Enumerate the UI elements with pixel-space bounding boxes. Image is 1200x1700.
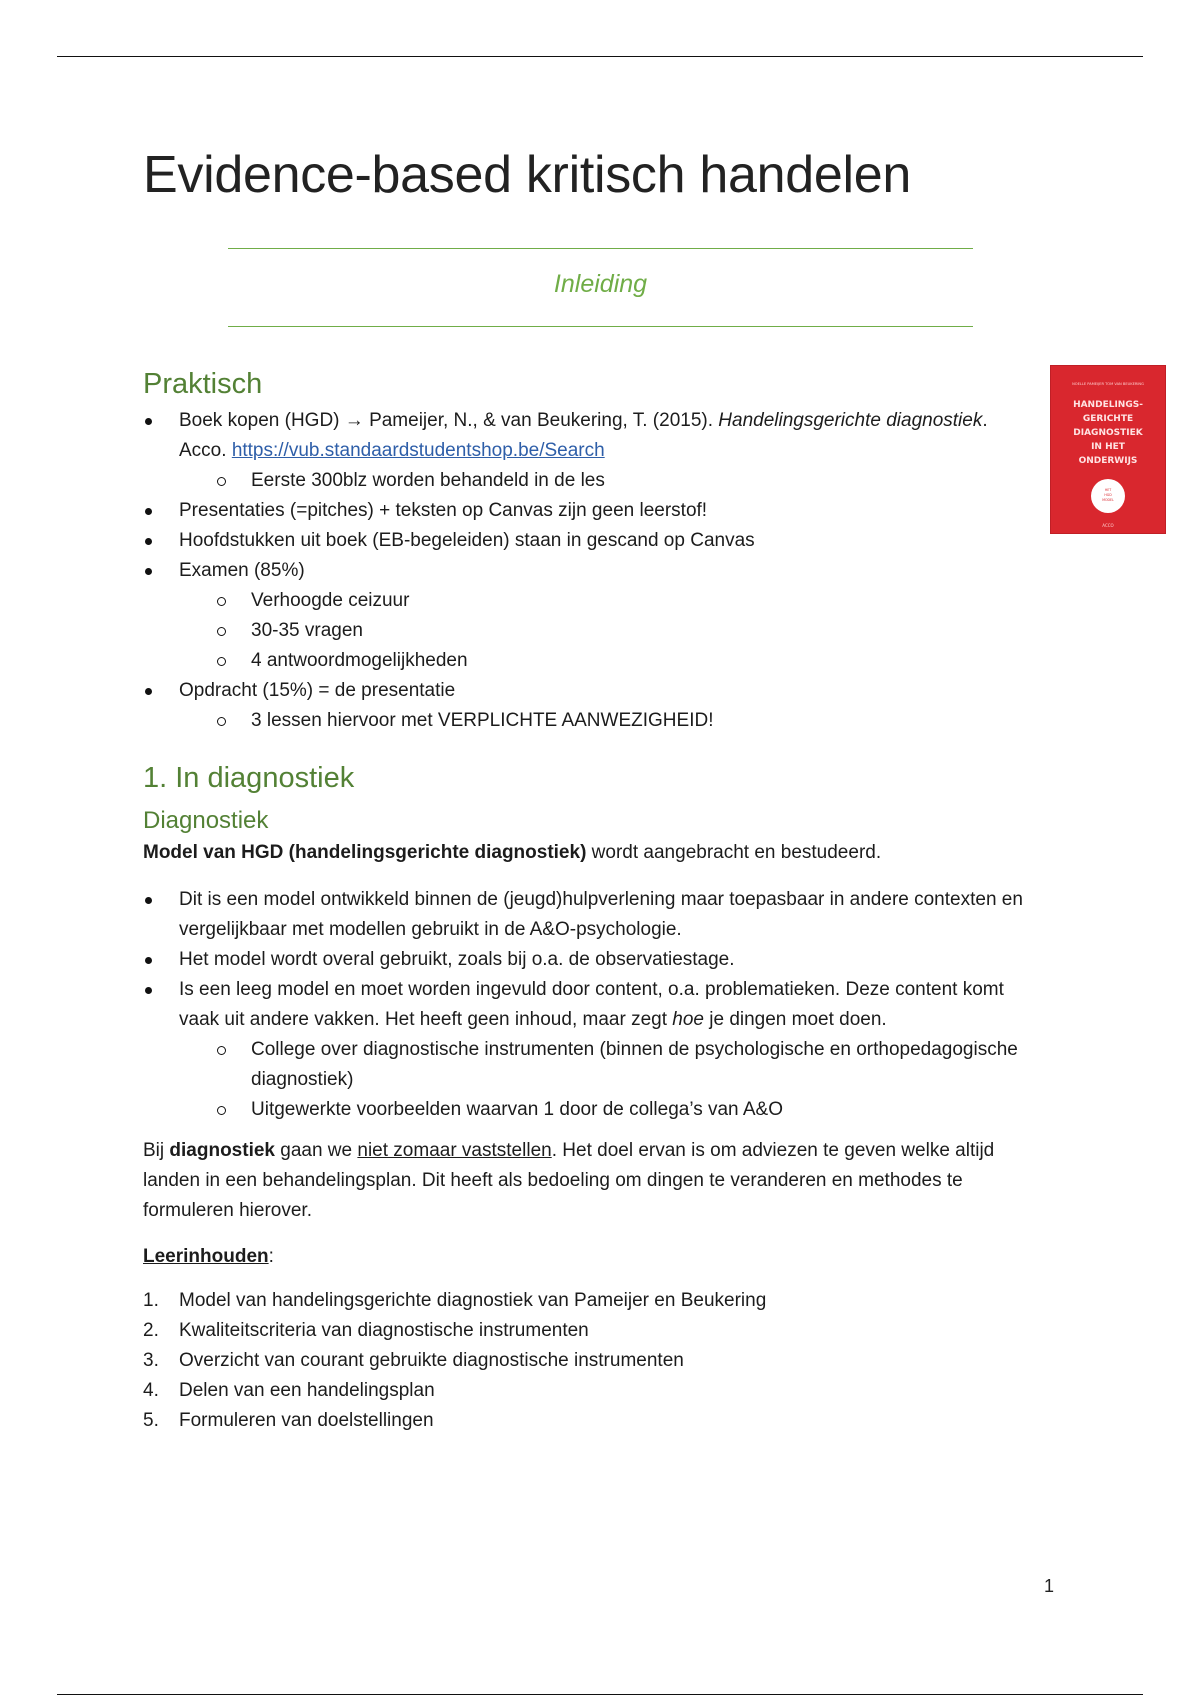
learn-list — [143, 1286, 1043, 1436]
heading-praktisch: Praktisch — [143, 368, 263, 400]
list-item: Is een leeg model en moet worden ingevuld door content, o.a. problematieken. Deze content komt vaak uit andere vakken. Het heeft geen inhoud, maar zegt hoe je dingen moet doen. College over diagnostische instrumenten (binnen de psychologische en orthopedagogische diagnostiek) Uitgewerkte voorbeelden waarvan 1 door de collega’s van A&O — [143, 975, 1043, 1125]
list-item: Dit is een model ontwikkeld binnen de (jeugd)hulpverlening maar toepasbaar in andere contexten en vergelijkbaar met modellen gebruikt in de A&O-psychologie. — [143, 885, 1043, 945]
sub-list-item: 30-35 vragen — [251, 616, 1043, 646]
book-cover-icon — [1051, 366, 1165, 533]
list-item: 3. Overzicht van courant gebruikte diagnostische instrumenten — [143, 1350, 684, 1371]
diagnostiek-paragraph: Bij diagnostiek gaan we niet zomaar vaststellen. Het doel ervan is om adviezen te geven welke altijd landen in een behandelingsplan. Dit heeft als bedoeling om dingen te veranderen en methodes te formuleren hierover. — [143, 1140, 995, 1221]
top-rule — [57, 56, 1143, 57]
page-title: Evidence-based kritisch handelen — [143, 146, 911, 204]
list-item: Opdracht (15%) = de presentatie 3 lessen hiervoor met VERPLICHTE AANWEZIGHEID! — [143, 676, 1043, 736]
sub-list-item: 4 antwoordmogelijkheden — [251, 646, 1043, 676]
page-number: 1 — [1044, 1576, 1055, 1596]
praktisch-list — [143, 406, 1043, 736]
list-item: 5. Formuleren van doelstellingen — [143, 1410, 434, 1431]
bottom-rule — [57, 1694, 1143, 1695]
svg-text:DIAGNOSTIEK: DIAGNOSTIEK — [1073, 428, 1143, 438]
list-item: 2. Kwaliteitscriteria van diagnostische instrumenten — [143, 1320, 589, 1341]
subheading-diagnostiek: Diagnostiek — [143, 807, 269, 834]
svg-text:MODEL: MODEL — [1102, 498, 1114, 502]
sub-list-item: Verhoogde ceizuur — [251, 586, 1043, 616]
book-cover-publisher: ACCO — [1102, 523, 1114, 528]
section-subtitle: Inleiding — [553, 270, 648, 298]
book-title: Handelingsgerichte diagnostiek — [718, 410, 983, 431]
list-item: Examen (85%) Verhoogde ceizuur 30-35 vragen 4 antwoordmogelijkheden — [143, 556, 1043, 676]
book-cover-title — [1073, 400, 1144, 466]
svg-text:HANDELINGS-: HANDELINGS- — [1073, 400, 1143, 410]
subtitle-rule-bottom — [228, 326, 973, 327]
shop-link[interactable]: https://vub.standaardstudentshop.be/Search — [231, 440, 605, 461]
publisher: Acco. — [179, 440, 232, 461]
book-text-before: Boek kopen (HGD) → Pameijer, N., & van Beukering, T. (2015). — [179, 410, 719, 431]
learn-heading: Leerinhouden: — [143, 1246, 274, 1267]
list-item: 1. Model van handelingsgerichte diagnostiek van Pameijer en Beukering — [143, 1290, 767, 1311]
svg-text:ONDERWIJS: ONDERWIJS — [1078, 456, 1138, 466]
list-item: Het model wordt overal gebruikt, zoals bij o.a. de observatiestage. — [143, 945, 1043, 975]
book-cover-image — [1051, 366, 1165, 533]
list-item: Presentaties (=pitches) + teksten op Canvas zijn geen leerstof! — [143, 496, 1043, 526]
subtitle-rule-top — [228, 248, 973, 249]
heading-in-diagnostiek: 1. In diagnostiek — [143, 762, 355, 794]
svg-text:HGD: HGD — [1104, 493, 1112, 497]
diagnostiek-list — [143, 885, 1043, 1125]
svg-text:IN HET: IN HET — [1091, 442, 1125, 452]
svg-text:GERICHTE: GERICHTE — [1082, 414, 1134, 424]
list-item: Hoofdstukken uit boek (EB-begeleiden) staan in gescand op Canvas — [143, 526, 1043, 556]
book-cover-authors: NOELLE PAMEIJER TOM VAN BEUKERING — [1072, 382, 1144, 386]
svg-text:HET: HET — [1104, 488, 1112, 492]
list-item: 4. Delen van een handelingsplan — [143, 1380, 435, 1401]
list-item: Boek kopen (HGD) → Pameijer, N., & van Beukering, T. (2015). Handelingsgerichte diagnostiek. Acco. https://vub.standaardstudentshop.be/Search Eerste 300blz worden behandeld in de les — [143, 406, 1043, 496]
sub-list-item: College over diagnostische instrumenten (binnen de psychologische en orthopedagogische diagnostiek) — [251, 1035, 1043, 1095]
sub-list-item: 3 lessen hiervoor met VERPLICHTE AANWEZIGHEID! — [251, 706, 1043, 736]
intro-paragraph: Model van HGD (handelingsgerichte diagnostiek) wordt aangebracht en bestudeerd. — [143, 842, 882, 863]
sub-list-item: Eerste 300blz worden behandeld in de les — [251, 466, 1043, 496]
sub-list-item: Uitgewerkte voorbeelden waarvan 1 door de collega’s van A&O — [251, 1095, 1043, 1125]
